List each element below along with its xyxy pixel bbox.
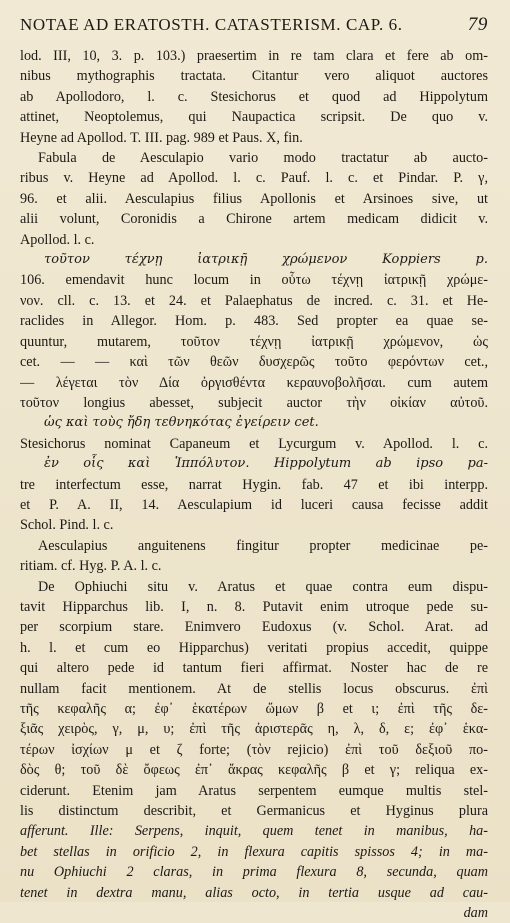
text-line: 106. emendavit hunc locum in οὗτω τέχνῃ ἰατρικῇ χρώμε- [20,272,488,289]
body-text [20,46,488,923]
text-line: per scorpium stare. Enimvero Eudoxus (v. Schol. Arat. ad [20,619,488,636]
running-head [20,14,488,36]
text-line: afferunt. Ille: Serpens, inquit, quem tenet in manibus, ha- [20,823,488,840]
text-line: nullam facit mentionem. At de stellis locus obscurus. ἐπὶ [20,680,488,697]
text-line: alii volunt, Coronidis a Chirone artem medicam didicit v. [20,211,488,228]
text-line: lis distinctum describit, et Germanicus et Hyginus plura [20,803,488,820]
text-line: Stesichorus nominat Capaneum et Lycurgum v. Apollod. l. c. [20,435,488,452]
text-line: De Ophiuchi situ v. Aratus et quae contra eum dispu- [38,578,488,595]
text-line: tre interfectum esse, narrat Hygin. fab. 47 et ibi interpp. [20,476,488,493]
text-line: τέρων ἰσχίων μ et ζ forte; (τὸν rejicio) ἐπὶ τοῦ δεξιοῦ πο- [20,741,488,758]
greek-line: τοῦτον τέχνῃ ἰατρικῇ χρώμενον Koppiers p. [44,252,488,268]
running-title: NOTAE AD ERATOSTH. CATASTERISM. CAP. 6. [20,15,403,34]
greek-line: ἐν οἷς καὶ Ἱππόλυτον. Hippolytum ab ipso pa- [44,456,488,472]
text-line: raclides in Allegor. Hom. p. 483. Sed propter ea quae se- [20,313,488,330]
text-line: attinet, Neoptolemus, qui Naupactica scripsit. De quo v. [20,109,488,126]
text-line: bet stellas in orificio 2, in flexura capitis spissos 4; in ma- [20,843,488,860]
text-line: Heyne ad Apollod. T. III. pag. 989 et Paus. X, fin. [20,129,303,146]
text-line: — λέγεται τὸν Δία ὀργισθέντα κεραυνοβολῆσαι. cum autem [20,374,488,391]
text-line: qui altero pede id tantum fieri affirmat. Noster hac de re [20,660,488,677]
text-line: cet. — — καὶ τῶν θεῶν δυσχερῶς τοῦτο φερόντων cet., [20,354,488,371]
text-line: lod. III, 10, 3. p. 103.) praesertim in re tam clara et fere ab om- [20,48,488,64]
text-line: τῆς κεφαλῆς α; ἐφ᾽ ἑκατέρων ὤμων β et ι; ἐπὶ τῆς δε- [20,701,488,717]
text-line: dam [463,905,488,922]
text-line: tavit Hipparchus lib. I, n. 8. Putavit enim utroque pede su- [20,598,488,615]
text-line: δὸς θ; τοῦ δὲ ὄφεως ἐπ᾽ ἄκρας κεφαλῆς β et γ; reliqua ex- [20,762,488,779]
text-line: ab Apollodoro, l. c. Stesichorus et quod ad Hippolytum [20,88,488,105]
text-line: ξιᾶς χειρὸς, γ, μ, υ; ἐπὶ τῆς ἀριστερᾶς η, λ, δ, ε; ἐφ᾽ ἑκα- [20,721,488,738]
text-line: nu Ophiuchi 2 claras, in prima flexura 8, secunda, quam [20,864,488,881]
text-line: 96. et alii. Aesculapius filius Apollonis et Arsinoes sive, ut [20,190,488,207]
text-line: nibus mythographis tractata. Citantur vero aliquot auctores [20,68,488,85]
text-line: Schol. Pind. l. c. [20,517,114,534]
text-line: τοῦτον longius abesset, subjecit auctor τὴν οἰκίαν αὐτοῦ. [20,394,488,411]
text-line: h. l. et cum eo Hipparchus) veritati propius accedit, quippe [20,639,488,656]
text-line: νον. cll. c. 13. et 24. et Palaephatus de incred. c. 31. et He- [20,292,488,309]
text-line: et P. A. II, 14. Aesculapium id luceri causa fecisse addit [20,496,488,513]
text-line: ribus v. Heyne ad Apollod. l. c. Pauf. l. c. et Pindar. P. γ, [20,170,488,187]
text-line: ciderunt. Etenim jam Aratus serpentem eumque multis stel- [20,782,488,799]
greek-line: ὡς καὶ τοὺς ἤδη τεθνηκότας ἐγείρειν cet. [44,415,319,431]
page-number: 79 [467,14,488,35]
text-line: Aesculapius anguitenens fingitur propter medicinae pe- [38,537,488,554]
text-line: quuntur, mutarem, τοῦτον τέχνῃ ἰατρικῇ χρώμενον, ὡς [20,333,488,350]
text-line: tenet in dextra manu, alias octo, in tertia usque ad cau- [20,884,488,901]
text-line: Fabula de Aesculapio vario modo tractatur ab aucto- [38,150,488,167]
text-line: Apollod. l. c. [20,231,95,248]
text-line: ritiam. cf. Hyg. P. A. l. c. [20,558,162,575]
